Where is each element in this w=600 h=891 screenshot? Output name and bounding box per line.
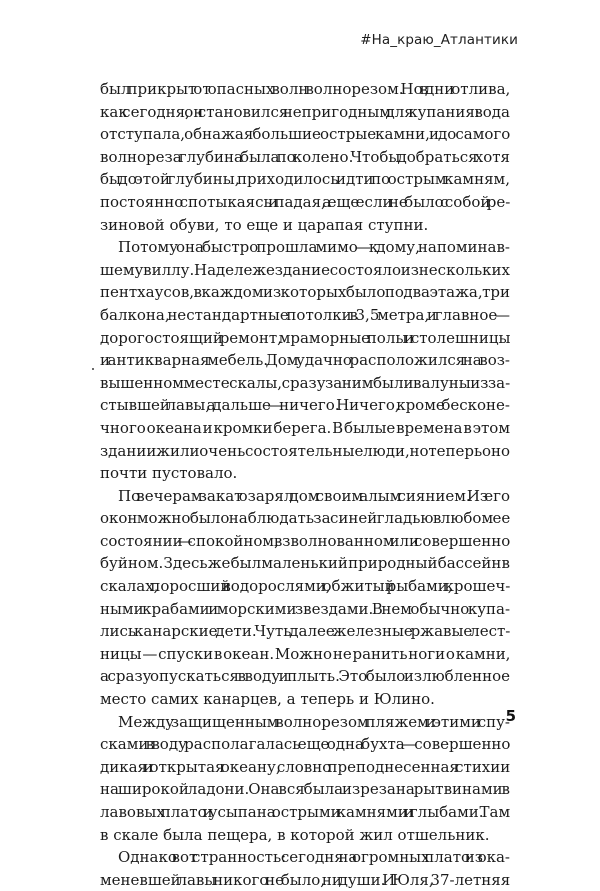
text-line: По вечерам закат озарял дом своим алым сиянием. Из его <box>118 486 510 505</box>
text-line: сками в воду располагалась еще одна бухта — совершенно <box>100 735 511 754</box>
text-line: волнореза глубина была по колено. Чтобы добраться хотя <box>100 147 510 166</box>
text-line: Между защищенным волнорезом пляжем и этими спу- <box>118 712 510 731</box>
text-line: зиновой обуви, то еще и царапая ступни. <box>100 215 429 234</box>
page-number: 5 <box>505 707 516 725</box>
text-line: буйном. Здесь же был маленький природный бассейн в <box>100 554 510 573</box>
paragraph <box>100 236 510 485</box>
text-line: почти пустовало. <box>100 464 238 483</box>
text-line: был прикрыт от опасных волн волнорезом. Но в дни отлива, <box>100 80 511 98</box>
text-line: отступала, обнажая большие острые камни, и до самого <box>100 125 511 144</box>
text-line: окон можно было наблюдать за синей гладью в любом ее <box>100 509 511 528</box>
text-line: в скале была пещера, в которой жил отшельник. <box>100 825 490 844</box>
text-line: ницы — спуски в океан. Можно не ранить ноги о камни, <box>100 644 511 663</box>
text-line: чного океана и кромки берега. В былые времена в этом <box>100 418 510 437</box>
text-line: Однако вот странность: сегодня на огромных плато из ока- <box>118 848 510 867</box>
paragraph <box>100 846 510 891</box>
text-line: дикая и открытая океану, словно преподнесенная стихии <box>100 757 511 776</box>
text-line: и антикварная мебель. Дом удачно расположился на воз- <box>100 351 510 370</box>
text-line: скалах, поросший водорослями, обжитый рыбами, крошеч- <box>100 577 511 596</box>
text-line: на широкой ладони. Она вся была изрезана рытвинами в <box>100 780 510 799</box>
text-line: место самих канарцев, а теперь и Юлино. <box>100 690 435 709</box>
running-head: #На_краю_Атлантики <box>360 32 518 48</box>
paragraph <box>100 78 510 236</box>
text-line: ными крабами и морскими звездами. В нем обычно купа- <box>100 599 511 618</box>
text-line: меневшей лавы никого не было, ни души. И Юля, 37-летняя <box>100 870 511 889</box>
text-line: шему виллу. На деле же здание состояло из нескольких <box>100 260 510 279</box>
text-line: как сегодня, он становился непригодным для купания: вода <box>100 102 510 121</box>
text-line: балкона, нестандартные потолки в 3,5 метра, и главное — <box>100 305 510 324</box>
ink-speck <box>92 368 94 370</box>
text-line: лись канарские дети. Чуть далее железные ржавые лест- <box>100 622 511 641</box>
text-line: вышенном месте скалы, сразу за ним были валуны из за- <box>100 373 511 392</box>
paragraph <box>100 485 510 711</box>
text-line: а сразу опускаться в воду и плыть. Это было излюбленное <box>100 667 510 686</box>
text-line: состоянии — спокойном, взволнованном или совершенно <box>100 531 511 550</box>
text-line: постоянно спотыкаясь и падая, а еще если не было с собой ре- <box>100 192 511 211</box>
paragraph <box>100 711 510 847</box>
text-line: лавовых плато и усыпана острыми камнями и глыбами. Там <box>100 803 511 821</box>
body-text <box>100 78 510 891</box>
text-line: пентхаусов, в каждом из которых было по два этажа, три <box>100 283 510 302</box>
text-line: бы до этой глубины, приходилось идти по острым камням, <box>100 170 510 189</box>
text-line: здании жили очень состоятельные люди, но теперь оно <box>100 441 510 460</box>
text-line: стывшей лавы, а дальше — ничего. Ничего, кроме бесконе- <box>100 396 510 415</box>
text-line: дорогостоящий ремонт, мраморные полы и столешницы <box>100 328 511 347</box>
text-line: Потому она быстро прошла мимо — к дому, напоминав- <box>118 238 510 257</box>
